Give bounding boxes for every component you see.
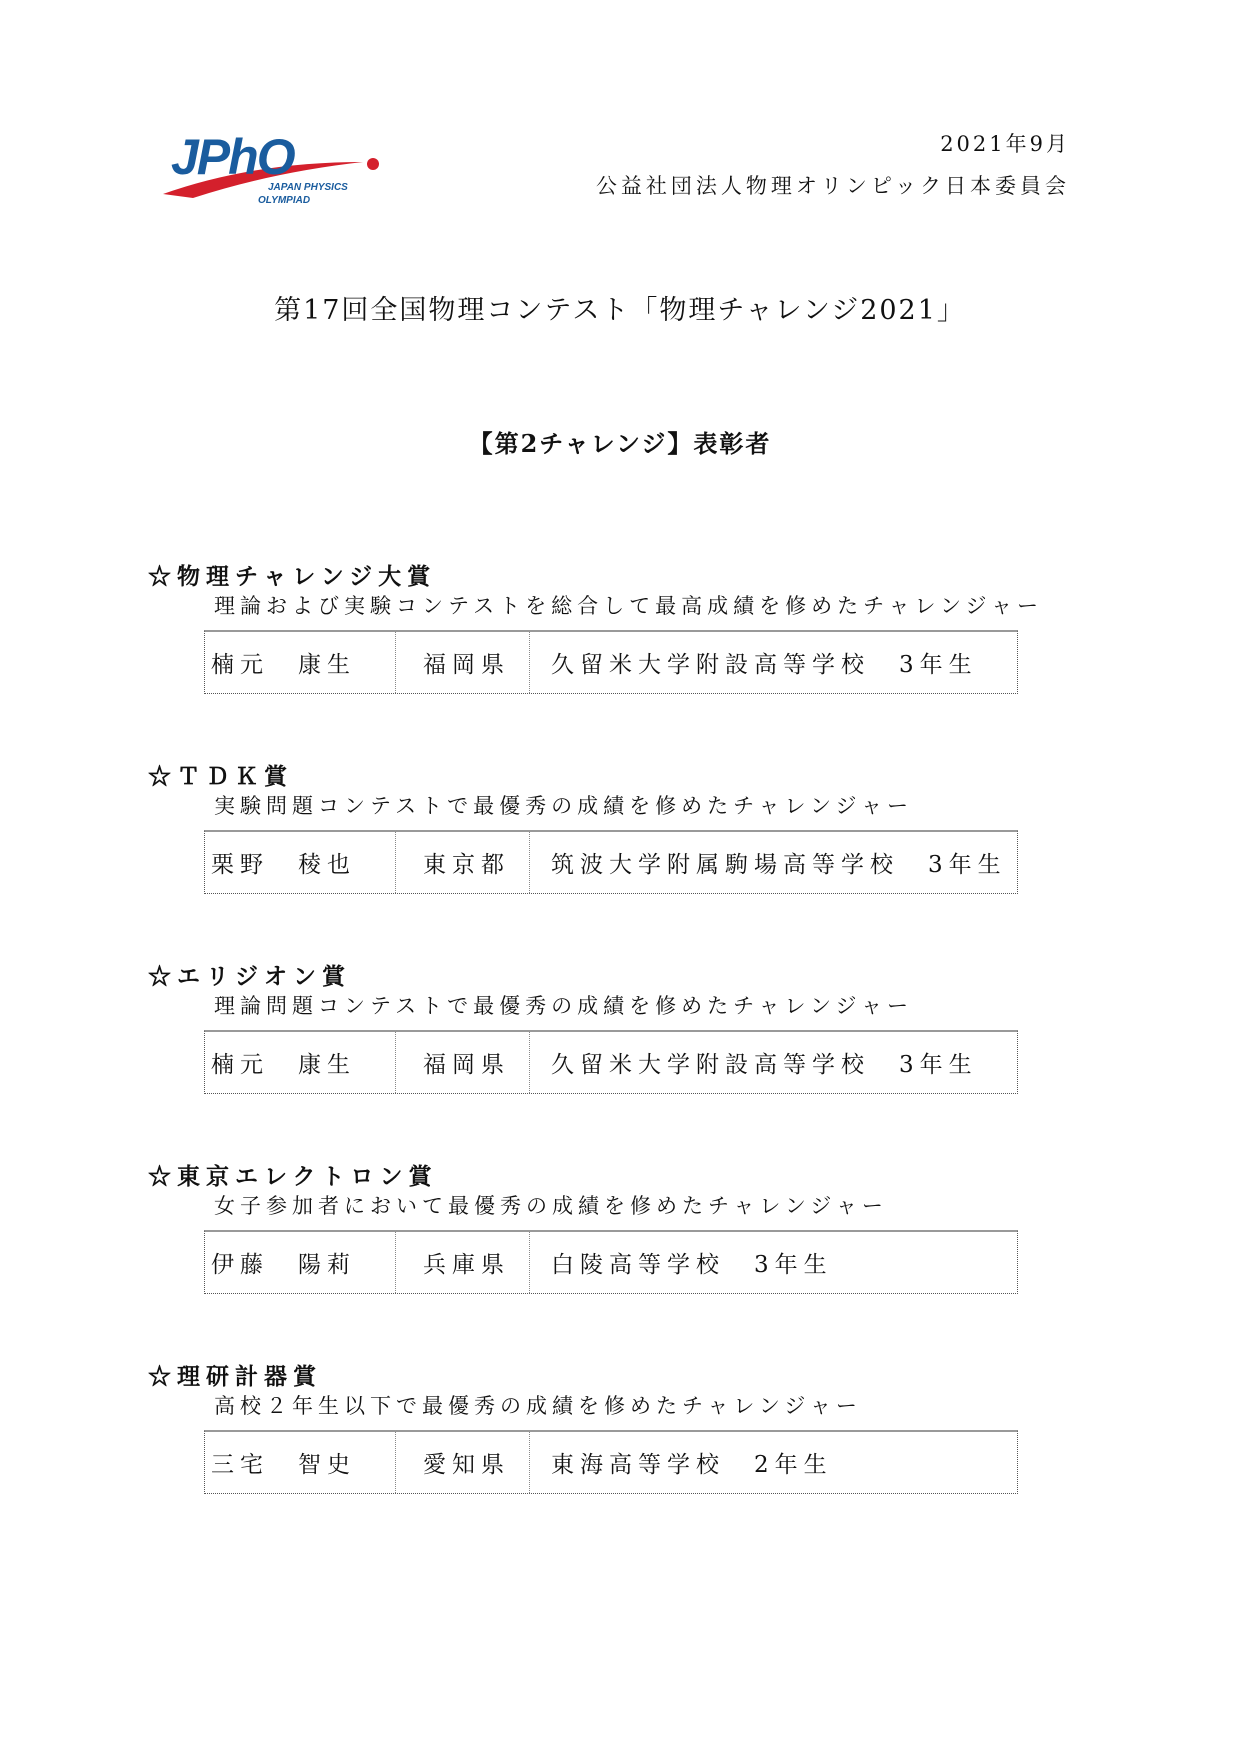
winner-table xyxy=(204,1430,1018,1494)
winner-prefecture: 愛知県 xyxy=(423,1452,510,1478)
award-section xyxy=(148,758,1048,894)
award-name: ☆ＴＤＫ賞 xyxy=(148,763,293,790)
award-description: 理論および実験コンテストを総合して最高成績を修めたチャレンジャー xyxy=(214,594,1044,618)
award-description: 高校２年生以下で最優秀の成績を修めたチャレンジャー xyxy=(214,1394,862,1418)
winner-school: 久留米大学附設高等学校 3年生 xyxy=(551,652,978,678)
jpho-logo xyxy=(163,132,403,212)
svg-text:OLYMPIAD: OLYMPIAD xyxy=(258,195,311,206)
award-description: 理論問題コンテストで最優秀の成績を修めたチャレンジャー xyxy=(214,994,914,1018)
award-description: 女子参加者において最優秀の成績を修めたチャレンジャー xyxy=(214,1194,888,1218)
award-section xyxy=(148,1158,1048,1294)
column-divider xyxy=(529,1232,530,1293)
winner-school: 白陵高等学校 3年生 xyxy=(551,1252,833,1278)
column-divider xyxy=(529,1032,530,1093)
winner-school: 東海高等学校 2年生 xyxy=(551,1452,833,1478)
organization-name: 公益社団法人物理オリンピック日本委員会 xyxy=(595,174,1070,198)
award-section xyxy=(148,958,1048,1094)
winner-name: 楠元 康生 xyxy=(211,652,356,678)
column-divider xyxy=(529,832,530,893)
award-section xyxy=(148,1358,1048,1494)
winner-school: 久留米大学附設高等学校 3年生 xyxy=(551,1052,978,1078)
award-section xyxy=(148,558,1048,694)
document-title: 第17回全国物理コンテスト「物理チャレンジ2021」 xyxy=(274,295,966,326)
winner-school: 筑波大学附属駒場高等学校 3年生 xyxy=(551,852,1007,878)
winner-name: 伊藤 陽莉 xyxy=(211,1252,356,1278)
award-name: ☆エリジオン賞 xyxy=(148,963,351,990)
winner-table xyxy=(204,1230,1018,1294)
column-divider xyxy=(395,632,396,693)
winner-name: 楠元 康生 xyxy=(211,1052,356,1078)
svg-text:JPhO: JPhO xyxy=(171,132,294,185)
column-divider xyxy=(529,1432,530,1493)
winner-prefecture: 福岡県 xyxy=(423,1052,510,1078)
column-divider xyxy=(395,1232,396,1293)
winner-table xyxy=(204,630,1018,694)
award-name: ☆物理チャレンジ大賞 xyxy=(148,563,437,590)
document-date: 2021年9月 xyxy=(940,132,1070,156)
award-name: ☆東京エレクトロン賞 xyxy=(148,1163,438,1190)
winner-prefecture: 兵庫県 xyxy=(423,1252,510,1278)
svg-text:JAPAN PHYSICS: JAPAN PHYSICS xyxy=(268,182,348,193)
column-divider xyxy=(395,832,396,893)
winner-name: 栗野 稜也 xyxy=(211,852,356,878)
winner-name: 三宅 智史 xyxy=(211,1452,356,1478)
award-description: 実験問題コンテストで最優秀の成績を修めたチャレンジャー xyxy=(214,794,914,818)
winner-prefecture: 福岡県 xyxy=(423,652,510,678)
winner-prefecture: 東京都 xyxy=(423,852,510,878)
document-subtitle: 【第2チャレンジ】表彰者 xyxy=(468,429,772,458)
column-divider xyxy=(395,1032,396,1093)
winner-table xyxy=(204,1030,1018,1094)
column-divider xyxy=(395,1432,396,1493)
winner-table xyxy=(204,830,1018,894)
column-divider xyxy=(529,632,530,693)
award-name: ☆理研計器賞 xyxy=(148,1363,322,1390)
